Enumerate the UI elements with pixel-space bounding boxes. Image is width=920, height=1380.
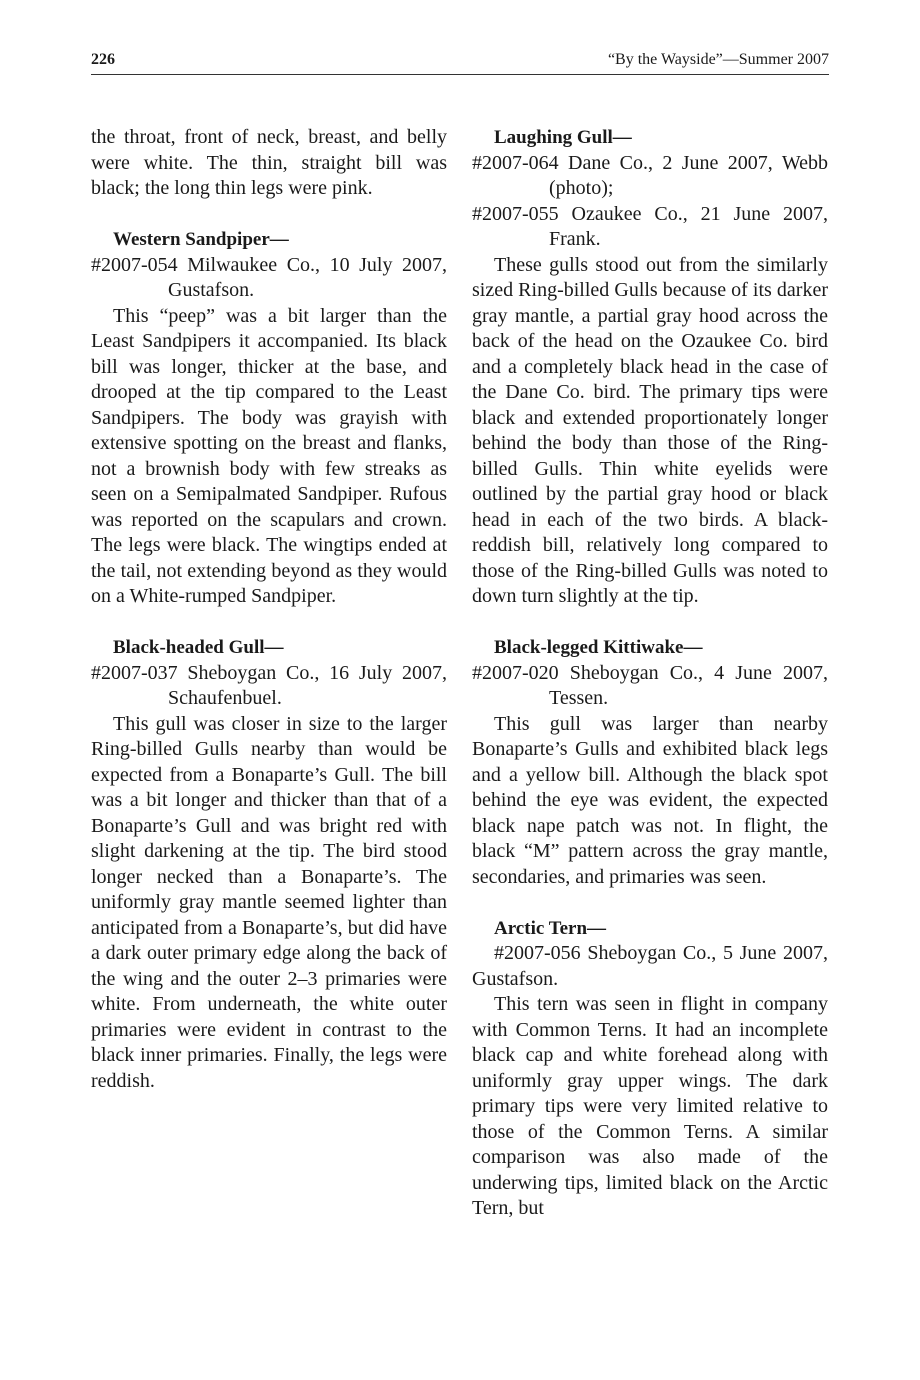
species-description: This tern was seen in flight in company with Common Terns. It had an incomplete black cap and white forehead along with uniformly gray upper wings. The dark primary tips were very limited relative to those of the Common Terns. A similar comparison was also made of the underwing tips, limited black on the Arctic Tern, but [472,993,828,1219]
species-description: These gulls stood out from the similarly sized Ring-billed Gulls because of its darker gray mantle, a partial gray hood across the back of the head on the Ozaukee Co. bird and a completely black head in the case of the Dane Co. bird. The primary tips were black and extended proportionately longer behind the body than those of the Ring-billed Gulls. Thin white eyelids were outlined by the partial gray hood or black head in each of the two birds. A black-reddish bill, relatively long compared to those of the Ring-billed Gulls was noted to down turn slightly at the tip. [472,253,828,607]
section-arctic-tern [472,916,828,1222]
page-number: 226 [91,51,115,68]
record-entry: #2007-037 Sheboygan Co., 16 July 2007, Schaufenbuel. [91,661,447,709]
record-entry: #2007-020 Sheboygan Co., 4 June 2007, Tessen. [472,661,828,709]
species-heading: Western Sandpiper— [113,229,289,250]
species-description: This “peep” was a bit larger than the Least Sandpipers it accompanied. Its black bill was longer, thicker at the base, and drooped at the tip compared to the Least Sandpipers. The body was grayish with extensive spotting on the breast and flanks, not a brownish body with few streaks as seen on a Semipalmated Sandpiper. Rufous was reported on the scapulars and crown. The legs were black. The wingtips ended at the tail, not extending beyond as they would on a White-rumped Sandpiper. [91,304,447,607]
species-heading: Arctic Tern— [494,917,607,939]
section-gap [472,610,828,636]
continued-paragraph: the throat, front of neck, breast, and belly were white. The thin, straight bill was black; the long thin legs were pink. [91,126,447,199]
section-gap [91,610,447,636]
species-heading: Black-legged Kittiwake— [494,637,703,658]
record-entry: #2007-054 Milwaukee Co., 10 July 2007, Gustafson. [91,253,447,301]
species-description: This gull was closer in size to the larger Ring-billed Gulls nearby than would be expected from a Bonaparte’s Gull. The bill was a bit longer and thicker than that of a Bonaparte’s Gull and was bright red with slight darkening at the tip. The bird stood longer necked than a Bonaparte’s. The uniformly gray mantle seemed lighter than anticipated from a Bonaparte’s, but did have a dark outer primary edge along the back of the wing and the outer 2–3 primaries were white. From underneath, the white outer primaries were evident in contrast to the black inner primaries. Finally, the legs were reddish. [91,712,447,1092]
section-black-legged-kittiwake [472,635,828,890]
section-gap [472,890,828,916]
section-laughing-gull [472,125,828,610]
record-entry: #2007-055 Ozaukee Co., 21 June 2007, Frank. [472,202,828,250]
section-gap [91,202,447,228]
record-entry: #2007-056 Sheboygan Co., 5 June 2007, Gustafson. [472,942,828,990]
running-header [91,48,829,75]
running-title: “By the Wayside”—Summer 2007 [607,51,829,68]
species-description: This gull was larger than nearby Bonaparte’s Gulls and exhibited black legs and a yellow bill. Although the black spot behind the eye was evident, the expected black nape patch was not. In flight, the black “M” pattern across the gray mantle, secondaries, and primaries was seen. [472,712,828,888]
section-western-sandpiper [91,227,447,610]
section-black-headed-gull [91,635,447,1094]
right-column [472,125,828,1222]
left-column [91,125,447,1094]
species-heading: Black-headed Gull— [113,637,284,658]
species-heading: Laughing Gull— [494,127,632,148]
record-entry: #2007-064 Dane Co., 2 June 2007, Webb (photo); [472,151,828,199]
